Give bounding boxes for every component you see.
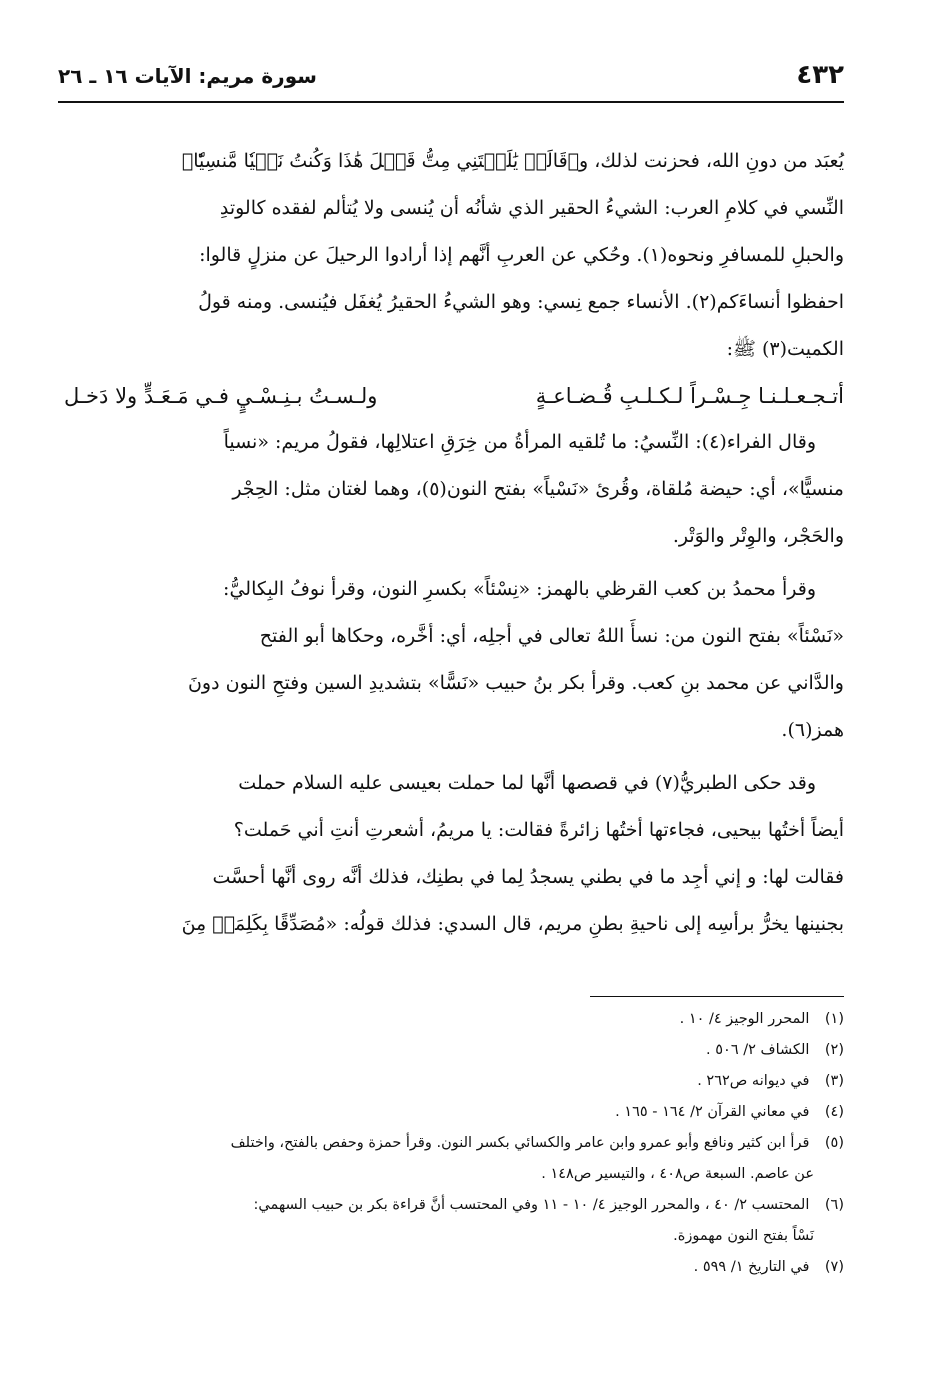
text-line: والحَجْر، والوِتْر والوَتْر.: [672, 525, 844, 547]
text-line: منسيًّا»، أي: حيضة مُلقاة، وقُرئ «نَسْياً» بفتح النون(٥)، وهما لغتان مثل: الحِجْر: [232, 478, 844, 500]
text-line: والدَّاني عن محمد بنِ كعب. وقرأ بكر بنُ حبيب «نَسًّا» بتشديدِ السين وفتحِ النون دونَ: [187, 672, 844, 694]
footnote-text: في التاريخ ١/ ٥٩٩ .: [693, 1259, 810, 1275]
footnote: [64, 1128, 844, 1159]
verse-left-hemistich: ولـسـتُ بـنِـسْـيٍ فـي مَـعَـدٍّ ولا دَخـل: [64, 384, 378, 408]
footnote: [64, 1252, 844, 1283]
verse-right-hemistich: أتـجـعـلـنـا جِـسْـراً لـكـلـبِ قُـضـاعـةٍ: [535, 384, 844, 408]
text-line: «نَسْئاً» بفتح النون من: نسأَ اللهُ تعالى في أجلِه، أي: أخَّره، وحكاها أبو الفتح: [259, 625, 844, 647]
footnote-number: (١): [824, 1011, 844, 1027]
footnote-number: (٦): [824, 1197, 844, 1213]
text-line: أيضاً أختُها بيحيى، فجاءتها أختُها زائرةً فقالت: يا مريمُ، أشعرتِ أنتِ أني حَملت؟: [233, 819, 844, 841]
footnote-text: قرأ ابن كثير ونافع وأبو عمرو وابن عامر والكسائي بكسر النون. وقرأ حمزة وحفص بالفتح، واختلف: [230, 1135, 810, 1151]
text-line: فقالت لها: و إني أجِد ما في بطني يسجدُ لِما في بطنِك، فذلك أنَّه روى أنَّها أحسَّت: [212, 866, 844, 888]
footnote-separator: [590, 996, 844, 997]
footnote: [64, 1190, 844, 1221]
text-line: همز(٦).: [781, 719, 844, 741]
text-line: والحبلِ للمسافرِ ونحوه(١). وحُكي عن العربِ أنَّهم إذا أرادوا الرحيلَ عن منزلٍ قالوا:: [199, 244, 844, 266]
footnote-number: (٢): [824, 1042, 844, 1058]
footnote-number: (٥): [824, 1135, 844, 1151]
text-line: يُعبَد من دونِ الله، فحزنت لذلك، و﴿قَالَتۡ يَٰلَيۡتَنِي مِتُّ قَبۡلَ هَٰذَا وَكُنتُ نَسۡيٗا مَّنسِيّٗا﴾: [181, 150, 844, 172]
footnote-continuation: عن عاصم. السبعة ص٤٠٨ ، والتيسير ص١٤٨ .: [541, 1166, 814, 1182]
page-header: [58, 60, 844, 100]
text-line: بجنينها يخرُّ برأسِه إلى ناحيةِ بطنِ مريم، قال السدي: فذلك قولُه: «مُصَدِّقًا بِكَلِمَةٖ مِنَ: [181, 913, 844, 935]
footnote: [64, 1097, 844, 1128]
footnote-continuation: نَسْاً بفتح النون مهموزة.: [673, 1228, 814, 1244]
text-line: النِّسي في كلامِ العرب: الشيءُ الحقير الذي شأنُه أن يُنسى ولا يُتألم لفقده كالوتدِ: [219, 197, 844, 219]
footnote: [64, 1066, 844, 1097]
text-line: احفظوا أنساءَكم(٢). الأنساء جمع نِسي: وهو الشيءُ الحقيرُ يُغفَل فيُنسى. ومنه قولُ: [198, 291, 844, 313]
text-line: وقرأ محمدُ بن كعب القرظي بالهمز: «نِسْئاً» بكسرِ النون، وقرأ نوفُ البِكاليُّ:: [223, 578, 816, 600]
footnotes: [64, 1004, 844, 1283]
footnote: [64, 1004, 844, 1035]
footnote-text: المحتسب ٢/ ٤٠ ، والمحرر الوجيز ٤/ ١٠ - ١١ وفي المحتسب أنَّ قراءة بكر بن حبيب السهمي:: [253, 1197, 810, 1213]
page-number: ٤٣٢: [796, 60, 844, 90]
footnote-number: (٤): [824, 1104, 844, 1120]
text-line: الكميت(٣) ﷺ:: [726, 338, 844, 360]
running-title: سورة مريم: الآيات ١٦ ـ ٢٦: [58, 64, 317, 88]
footnote-number: (٧): [824, 1259, 844, 1275]
footnote-text: الكشاف ٢/ ٥٠٦ .: [706, 1042, 810, 1058]
footnote: [64, 1035, 844, 1066]
footnote-text: في معاني القرآن ٢/ ١٦٤ - ١٦٥ .: [615, 1104, 810, 1120]
text-line: وقال الفراء(٤): النِّسيُ: ما تُلقيه المرأةُ من خِرَقِ اعتلالِها، فقولُ مريم: «نسياً: [223, 431, 816, 453]
footnote-number: (٣): [824, 1073, 844, 1089]
main-text: [64, 138, 844, 948]
header-rule: [58, 101, 844, 103]
footnote-text: المحرر الوجيز ٤/ ١٠ .: [679, 1011, 810, 1027]
poetry-verse: [64, 373, 844, 419]
footnote-text: في ديوانه ص٢٦٢ .: [697, 1073, 810, 1089]
text-line: وقد حكى الطبريُّ(٧) في قصصها أنَّها لما حملت بعيسى عليه السلام حملت: [238, 772, 816, 794]
